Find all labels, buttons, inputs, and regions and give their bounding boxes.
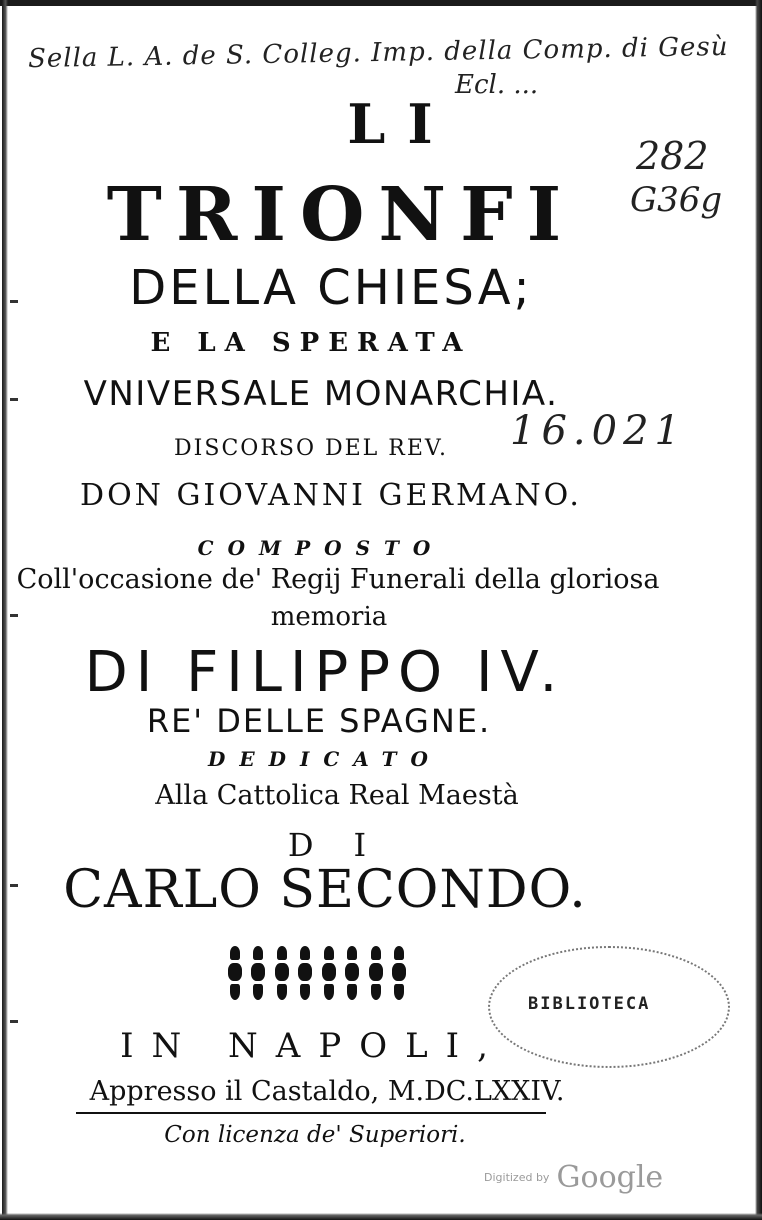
title-chiesa: DELLA CHIESA; xyxy=(129,260,533,316)
handwritten-inscription: Sella L. A. de S. Colleg. Imp. della Comp. di Gesù xyxy=(27,31,729,75)
ornament-icon xyxy=(228,946,242,1002)
ornament-icon xyxy=(251,946,265,1002)
imprint-printer: Appresso il Castaldo, M.DC.LXXIV. xyxy=(89,1076,565,1107)
margin-mark xyxy=(10,300,18,303)
margin-mark xyxy=(10,614,18,617)
page-edge-right xyxy=(755,0,762,1220)
occasion-line-1: Coll'occasione de' Regij Funerali della gloriosa xyxy=(16,564,660,595)
imprint-place: IN NAPOLI, xyxy=(120,1026,506,1066)
author-name: DON GIOVANNI GERMANO. xyxy=(80,478,582,513)
ornament-icon xyxy=(369,946,383,1002)
shelfmark-accession: 16.021 xyxy=(510,408,686,454)
di-line: DI xyxy=(287,826,407,864)
discorso-line: DISCORSO DEL REV. xyxy=(174,436,448,461)
margin-mark xyxy=(10,1020,18,1023)
title-trionfi: TRIONFI xyxy=(106,172,576,258)
margin-mark xyxy=(10,884,18,887)
king-title: RE' DELLE SPAGNE. xyxy=(146,702,492,740)
title-li: LI xyxy=(347,92,455,156)
composto-line: COMPOSTO xyxy=(197,536,445,560)
ornament-icon xyxy=(298,946,312,1002)
dedicatee-name: CARLO SECONDO. xyxy=(63,860,587,920)
digitized-by-label: Digitized by xyxy=(484,1171,550,1184)
dedicato-line: DEDICATO xyxy=(208,747,442,771)
google-logo: Google xyxy=(556,1160,664,1195)
margin-mark xyxy=(10,398,18,401)
ornament-icon xyxy=(275,946,289,1002)
library-stamp-text: BIBLIOTECA xyxy=(528,994,651,1014)
ornament-icon xyxy=(392,946,406,1002)
king-filippo: DI FILIPPO IV. xyxy=(84,640,566,705)
ornament-icon xyxy=(345,946,359,1002)
imprint-rule xyxy=(76,1112,546,1114)
page-edge-bottom xyxy=(0,1213,762,1220)
subtitle-sperata: E LA SPERATA xyxy=(150,328,472,358)
licence-line: Con licenza de' Superiori. xyxy=(164,1122,466,1148)
digitization-watermark xyxy=(484,1160,663,1195)
ornament-icon xyxy=(322,946,336,1002)
page-edge-top xyxy=(0,0,762,6)
shelfmark-code: G36g xyxy=(630,180,723,220)
dedication-line: Alla Cattolica Real Maestà xyxy=(155,780,519,811)
occasion-line-2: memoria xyxy=(270,602,388,632)
handwritten-inscription-2: Ecl. ... xyxy=(455,70,539,100)
subtitle-monarchia: VNIVERSALE MONARCHIA. xyxy=(83,374,559,414)
shelfmark-number: 282 xyxy=(636,134,709,178)
printers-ornament xyxy=(228,946,406,1002)
